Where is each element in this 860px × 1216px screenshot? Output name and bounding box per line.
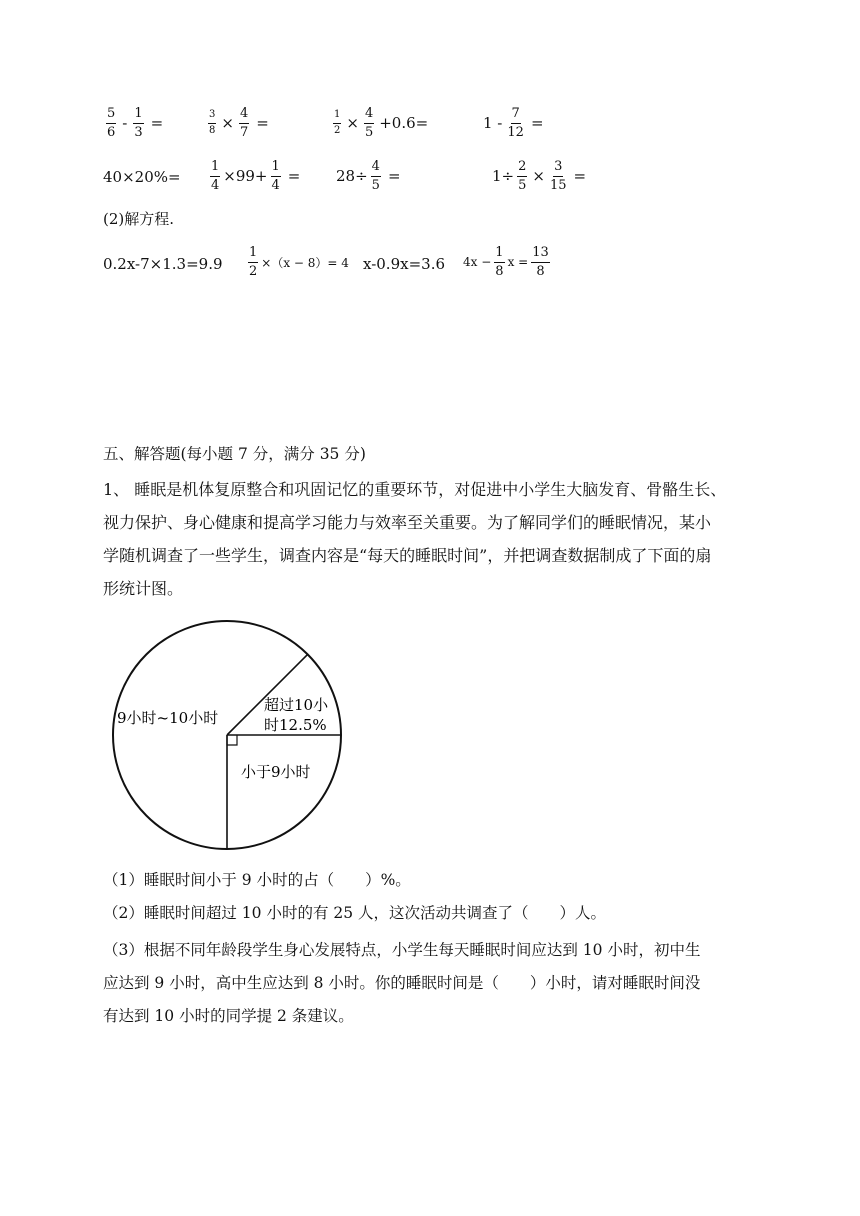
calc-expression-7: 28÷ $\frac{4}{5}$ = — [336, 159, 401, 193]
equation-1: 0.2x-7×1.3=9.9 — [103, 255, 223, 273]
calc-expression-3: $\frac{1}{2}$ × $\frac{4}{5}$ +0.6= — [334, 106, 429, 140]
equation-4: 4x − $\frac{1}{8}$ x = $\frac{13}{8}$ — [463, 245, 549, 279]
calc-expression-1: $\frac{5}{6}$ - $\frac{1}{3}$ = — [107, 106, 164, 140]
equation-3: x-0.9x=3.6 — [363, 255, 446, 273]
calc-expression-5: 40×20%= — [103, 168, 181, 186]
slice-label-over-10-line1: 超过10小 — [264, 696, 329, 714]
fraction: $\frac{1}{2}$ — [249, 245, 258, 279]
fraction: $\frac{1}{4}$ — [271, 159, 280, 193]
section-title: 五、解答题(每小题 7 分，满分 35 分) — [103, 445, 366, 463]
calc-expression-6: $\frac{1}{4}$ ×99+ $\frac{1}{4}$ = — [211, 159, 301, 193]
equation-2: $\frac{1}{2}$ ×（x − 8）= 4 — [249, 245, 349, 279]
fraction: $\frac{3}{8}$ — [209, 109, 216, 136]
fraction: $\frac{4}{5}$ — [371, 159, 380, 193]
question-3: （3）根据不同年龄段学生身心发展特点，小学生每天睡眠时间应达到 10 小时，初中生 应达到 9 小时，高中生应达到 8 小时。你的睡眠时间是（ ）小时，请对睡眠时间没 有达到 10 小时的同学提 2 条建议。 — [103, 941, 701, 1025]
fraction: $\frac{1}{2}$ — [334, 109, 341, 136]
fraction: $\frac{5}{6}$ — [107, 106, 116, 140]
problem-1-text: 1、 睡眠是机体复原整合和巩固记忆的重要环节，对促进中小学生大脑发育、骨骼生长、 视力保护、身心健康和提高学习能力与效率至关重要。为了解同学们的睡眠情况，某小 学随机调查了一些学生，调查内容是“每天的睡眠时间”，并把调查数据制成了下面的扇 形统计图。 — [103, 480, 727, 598]
fraction: $\frac{1}{4}$ — [211, 159, 220, 193]
calc-expression-8: 1÷ $\frac{2}{5}$ × $\frac{3}{15}$ = — [492, 159, 587, 193]
slice-label-over-10-line2: 时12.5% — [264, 716, 327, 734]
fraction: $\frac{2}{5}$ — [518, 159, 527, 193]
fraction: $\frac{13}{8}$ — [532, 245, 549, 279]
fraction: $\frac{4}{7}$ — [239, 106, 249, 140]
question-1: （1）睡眠时间小于 9 小时的占（ ）%。 — [103, 871, 411, 889]
pie-chart — [107, 617, 347, 857]
equations-heading: (2)解方程. — [103, 210, 175, 228]
fraction: $\frac{4}{5}$ — [364, 106, 374, 140]
calc-expression-4: 1 - $\frac{7}{12}$ = — [483, 106, 544, 140]
fraction: $\frac{7}{12}$ — [507, 106, 524, 140]
calc-expression-2: $\frac{3}{8}$ × $\frac{4}{7}$ = — [209, 106, 269, 140]
question-2: （2）睡眠时间超过 10 小时的有 25 人，这次活动共调查了（ ）人。 — [103, 904, 607, 922]
slice-label-9-10: 9小时~10小时 — [117, 709, 219, 727]
slice-label-under-9: 小于9小时 — [241, 763, 311, 781]
fraction: $\frac{1}{8}$ — [495, 245, 504, 279]
fraction: $\frac{1}{3}$ — [134, 106, 143, 140]
fraction: $\frac{3}{15}$ — [549, 159, 567, 193]
